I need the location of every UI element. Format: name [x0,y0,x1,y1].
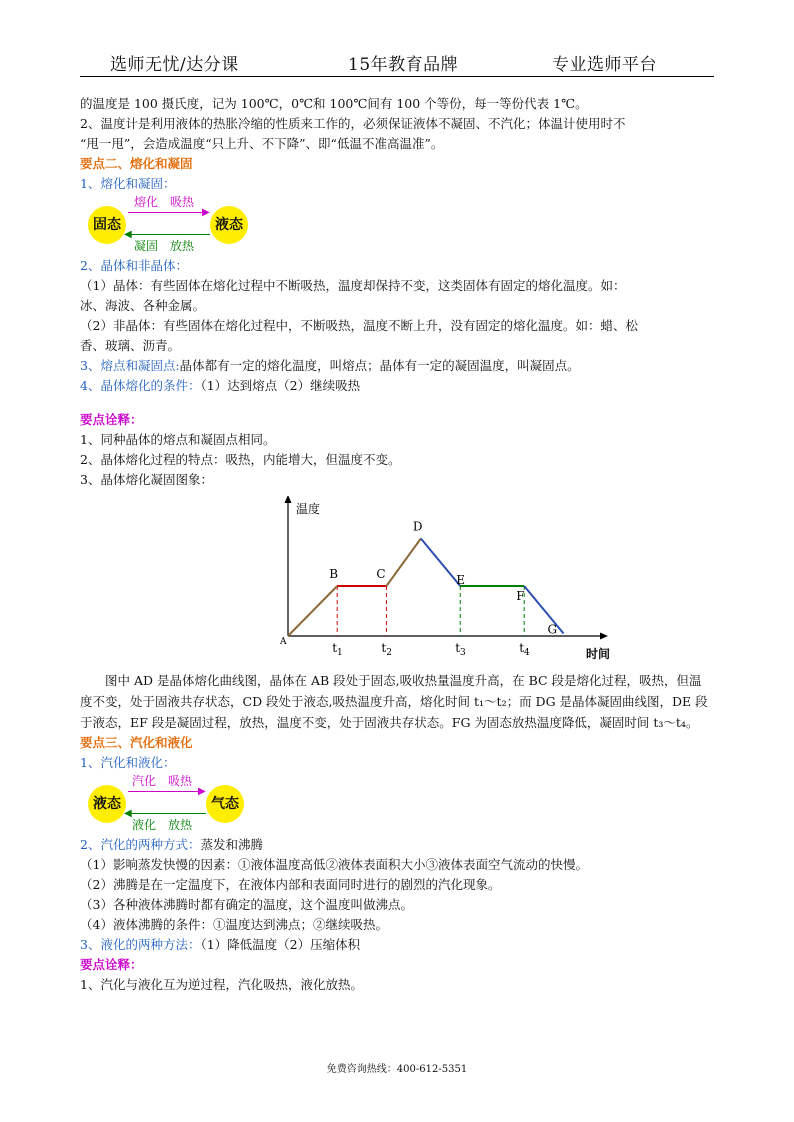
text-line: （4）液体沸腾的条件：①温度达到沸点；②继续吸热。 [80,917,388,932]
header-left: 选师无忧/达分课 [110,55,239,75]
vaporization-diagram [80,773,280,835]
vaporization-label: 汽化 吸热 [132,774,193,788]
crystal-melting-chart [80,496,714,666]
text-line: 冰、海波、各种金属。 [80,298,206,313]
subheading: 1、熔化和凝固： [80,176,176,191]
subheading: 3、熔点和凝固点: [80,358,180,373]
text-line: （1）降低温度（2）压缩体积 [200,937,361,952]
liquid-state-circle: 液态 [88,785,126,823]
chart-svg [80,496,714,666]
subheading: 3、液化的两种方法： [80,937,201,952]
subheading: 2、晶体和非晶体： [80,258,188,273]
liquid-state-circle: 液态 [210,206,248,244]
x-tick-label: $t_1$ [332,641,343,658]
text-line: 3、晶体熔化凝固图象： [80,472,213,487]
chart-explanation: 图中 AD 是晶体熔化曲线图，晶体在 AB 段处于固态,吸收热量温度升高，在 BC 段是熔化过程，吸热，但温度不变，处于固液共存状态，CD 段处于液态,吸热温度升高，熔化时间 t₁～t₂；而 DG 是晶体凝固曲线图，DE 段于液态，EF 段是凝固过程，放热，温度不变，处于固液共存状态。FG 为固态放热温度降低，凝固时间 t₃～t₄。 [80,673,708,730]
segment-CD [386,539,420,587]
segment-AB [288,586,337,636]
melting-label: 熔化 吸热 [134,195,195,209]
freezing-label: 凝固 放热 [134,239,195,253]
header-right: 专业选师平台 [552,55,657,75]
text-line: 香、玻璃、沥青。 [80,338,181,353]
arrow-head-right-icon: ▶ [202,207,210,218]
text-line: （2）沸腾是在一定温度下，在液体内部和表面同时进行的剧烈的汽化现象。 [80,877,501,892]
text-line: （2）非晶体：有些固体在熔化过程中，不断吸热，温度不断上升，没有固定的熔化温度。如：蜡、松 [80,318,638,333]
section-heading: 要点二、熔化和凝固 [80,156,193,171]
melting-diagram [80,194,280,256]
x-tick-label: $t_4$ [519,641,530,658]
header-center: 15年教育品牌 [348,55,459,75]
page-header [80,46,714,77]
key-notes-heading: 要点诠释： [80,412,143,427]
text-line: 晶体都有一定的熔化温度，叫熔点；晶体有一定的凝固温度，叫凝固点。 [179,358,580,373]
vaporization-arrow [128,791,204,792]
text-line: （3）各种液体沸腾时都有确定的温度，这个温度叫做沸点。 [80,897,413,912]
point-label-D: D [412,519,423,534]
segment-FG [524,586,563,634]
point-label-B: B [329,567,339,581]
point-label-F: F [516,589,525,603]
x-tick-label: $t_2$ [381,641,392,658]
arrow-head-left-icon: ◀ [124,229,132,240]
x-tick-label: $t_3$ [455,641,466,658]
page-body [80,94,714,995]
solid-state-circle: 固态 [88,206,126,244]
liquefaction-arrow [130,813,206,814]
text-line: 1、同种晶体的熔点和凝固点相同。 [80,432,276,447]
x-axis-label: 时间 [586,647,611,661]
text-line: 2、温度计是利用液体的热胀冷缩的性质来工作的，必须保证液体不凝固、不汽化；体温计使用时不 [80,116,626,131]
subheading: 4、晶体熔化的条件： [80,378,201,393]
text-line: 1、汽化与液化互为逆过程，汽化吸热，液化放热。 [80,977,363,992]
footer-hotline: 免费咨询热线：400-612-5351 [326,1064,468,1075]
point-label-A: A [280,637,287,647]
y-axis-arrow-icon [285,496,292,503]
text-line: 蒸发和沸腾 [200,837,263,852]
x-axis-arrow-icon [600,633,608,640]
arrow-head-right-icon: ▶ [198,786,206,797]
text-line: （1）影响蒸发快慢的因素：①液体温度高低②液体表面积大小③液体表面空气流动的快慢。 [80,857,588,872]
point-label-C: C [376,567,386,581]
point-label-E: E [456,573,465,587]
point-label-G: G [547,622,558,637]
text-line: “甩一甩”，会造成温度“只上升、不下降”、即“低温不准高温准”。 [80,136,444,151]
section-heading: 要点三、汽化和液化 [80,735,193,750]
liquefaction-label: 液化 放热 [132,818,193,832]
key-notes-heading: 要点诠释： [80,957,143,972]
text-line: （1）晶体：有些固体在熔化过程中不断吸热，温度却保持不变，这类固体有固定的熔化温度。如： [80,278,626,293]
subheading: 2、汽化的两种方式： [80,837,201,852]
text-line: （1）达到熔点（2）继续吸热 [200,378,361,393]
arrow-head-left-icon: ◀ [124,808,132,819]
text-line: 的温度是 100 摄氏度，记为 100℃，0℃和 100℃间有 100 个等份，每一等份代表 1℃。 [80,96,588,111]
y-axis-label: 温度 [296,502,321,516]
freezing-arrow [130,234,210,235]
gas-state-circle: 气态 [206,785,244,823]
text-line: 2、晶体熔化过程的特点：吸热，内能增大，但温度不变。 [80,452,401,467]
subheading: 1、汽化和液化： [80,755,176,770]
segment-DE [421,539,460,587]
melting-arrow [128,212,208,213]
